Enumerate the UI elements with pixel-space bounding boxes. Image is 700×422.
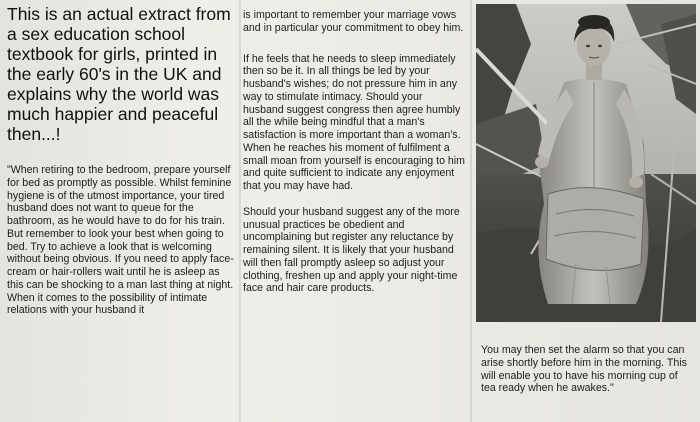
photo-caption: You may then set the alarm so that you can arise shortly before him in the morning. This will enable you to have his morning cup of tea ready when he awakes."	[481, 344, 687, 395]
middle-paragraph-3: Should your husband suggest any of the more unusual practices be obedient and uncomplaining but register any reluctance by remaining silent. It is likely that your husband will then fall promptly asleep so adjust your clothing, freshen up and apply your night-time face and hair care products.	[243, 205, 460, 295]
caption-block	[481, 344, 695, 395]
left-column	[7, 0, 237, 317]
column-divider	[470, 0, 472, 422]
middle-column	[243, 0, 465, 295]
left-body-text: "When retiring to the bedroom, prepare yourself for bed as promptly as possible. Whilst feminine hygiene is of the utmost importance, your tired husband does not want to queue for the bathroom, as he would have to do for his train. But remember to look your best when going to bed. Try to achieve a look that is welcoming without being obvious. If you need to apply face-cream or hair-rollers wait until he is asleep as this can be shocking to a man last thing at night. When it comes to the possibility of intimate relations with your husband it	[7, 164, 234, 317]
middle-paragraph-2: If he feels that he needs to sleep immediately then so be it. In all things be led by your husband's wishes; do not pressure him in any way to stimulate intimacy. Should your husband suggest congress then agree humbly all the while being mindful that a man's satisfaction is more important than a woman's. When he reaches his moment of fulfilment a small moan from yourself is encouraging to him and quite sufficient to indicate any enjoyment that you may have had.	[243, 52, 465, 192]
column-divider	[239, 0, 241, 422]
vintage-photograph	[476, 4, 696, 322]
middle-paragraph-1: is important to remember your marriage vows and in particular your commitment to obey him.	[243, 9, 464, 34]
headline: This is an actual extract from a sex education school textbook for girls, printed in the early 60's in the UK and explains why the world was much happier and peaceful then...!	[7, 4, 231, 144]
woman-at-clothesline-image	[476, 4, 696, 322]
